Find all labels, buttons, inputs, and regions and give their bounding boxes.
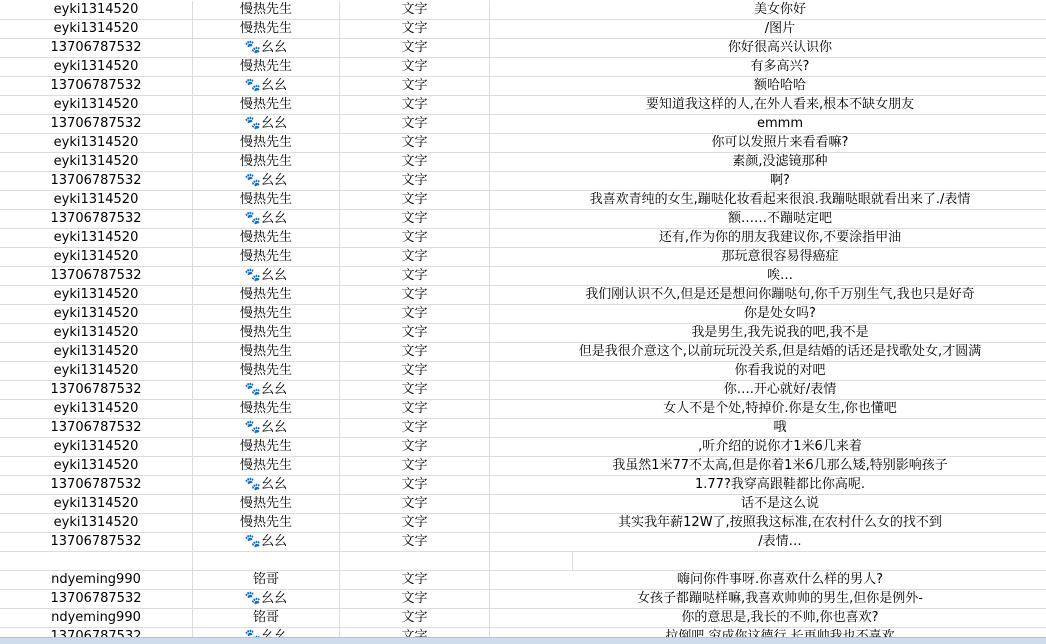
cell-message-type[interactable]: 文字: [340, 58, 490, 76]
cell-account[interactable]: [0, 552, 193, 570]
cell-message-content[interactable]: 你看我说的对吧: [734, 363, 826, 378]
cell-nickname[interactable]: 慢热先生: [193, 20, 340, 38]
cell-message-content[interactable]: 那玩意很容易得癌症: [721, 249, 839, 264]
cell-message-content[interactable]: /图片: [764, 21, 796, 36]
cell-nickname[interactable]: 🐾幺幺: [193, 115, 340, 133]
cell-nickname[interactable]: 🐾幺幺: [193, 210, 340, 228]
cell-nickname[interactable]: 慢热先生: [193, 305, 340, 323]
cell-message-content[interactable]: 哦: [773, 420, 787, 435]
cell-message-type[interactable]: 文字: [340, 362, 490, 380]
cell-account[interactable]: eyki1314520: [0, 514, 193, 532]
cell-message-content[interactable]: 1.77?我穿高跟鞋都比你高呢.: [695, 477, 865, 492]
table-row: [0, 20, 1046, 39]
cell-message-content[interactable]: 你的意思是,我长的不帅,你也喜欢?: [681, 610, 879, 625]
cell-account[interactable]: 13706787532: [0, 77, 193, 95]
cell-message-type[interactable]: 文字: [340, 571, 490, 589]
table-row: [0, 343, 1046, 362]
cell-nickname[interactable]: [193, 552, 340, 570]
table-row: [0, 172, 1046, 191]
cell-message-content[interactable]: ,听介绍的说你才1米6几来着: [698, 439, 862, 454]
cell-account[interactable]: 13706787532: [0, 533, 193, 551]
table-row: [0, 552, 1046, 571]
cell-nickname[interactable]: 慢热先生: [193, 191, 340, 209]
cell-message-content[interactable]: 你….开心就好/表情: [723, 382, 837, 397]
cell-account[interactable]: 13706787532: [0, 419, 193, 437]
cell-message-content[interactable]: 其实我年薪12W了,按照我这标准,在农村什么女的找不到: [618, 515, 942, 530]
table-row: [0, 39, 1046, 58]
cell-message-type[interactable]: 文字: [340, 210, 490, 228]
cell-account[interactable]: eyki1314520: [0, 305, 193, 323]
cell-message-content[interactable]: 我们刚认识不久,但是还是想问你蹦哒句,你千万别生气,我也只是好奇: [585, 287, 975, 302]
cell-account[interactable]: eyki1314520: [0, 96, 193, 114]
cell-nickname[interactable]: 铭哥: [193, 609, 340, 627]
cell-message-type[interactable]: 文字: [340, 96, 490, 114]
cell-nickname[interactable]: 🐾幺幺: [193, 381, 340, 399]
cell-nickname[interactable]: 🐾幺幺: [193, 39, 340, 57]
cell-nickname[interactable]: 🐾幺幺: [193, 77, 340, 95]
cell-message-type[interactable]: 文字: [340, 229, 490, 247]
cell-nickname[interactable]: 慢热先生: [193, 324, 340, 342]
cell-message-type[interactable]: 文字: [340, 305, 490, 323]
cell-message-type[interactable]: 文字: [340, 1, 490, 19]
cell-message-type[interactable]: 文字: [340, 324, 490, 342]
cell-nickname[interactable]: 慢热先生: [193, 514, 340, 532]
cell-nickname[interactable]: 🐾幺幺: [193, 419, 340, 437]
cell-message-type[interactable]: 文字: [340, 495, 490, 513]
cell-account[interactable]: 13706787532: [0, 590, 193, 608]
cell-message-type[interactable]: 文字: [340, 438, 490, 456]
cell-nickname[interactable]: 🐾幺幺: [193, 476, 340, 494]
cell-message-type[interactable]: 文字: [340, 400, 490, 418]
table-row: [0, 210, 1046, 229]
cell-nickname[interactable]: 慢热先生: [193, 248, 340, 266]
table-row: [0, 324, 1046, 343]
horizontal-scrollbar-strip[interactable]: [0, 637, 1046, 644]
cell-nickname[interactable]: 🐾幺幺: [193, 267, 340, 285]
cell-nickname[interactable]: 🐾幺幺: [193, 533, 340, 551]
cell-account[interactable]: 13706787532: [0, 210, 193, 228]
table-row: [0, 267, 1046, 286]
cell-message-content[interactable]: 额哈哈哈: [753, 78, 806, 93]
cell-message-type[interactable]: 文字: [340, 134, 490, 152]
cell-message-type[interactable]: 文字: [340, 381, 490, 399]
cell-message-content[interactable]: 我是男生,我先说我的吧,我不是: [691, 325, 869, 340]
cell-message-type[interactable]: 文字: [340, 115, 490, 133]
cell-message-content[interactable]: 要知道我这样的人,在外人看来,根本不缺女朋友: [645, 97, 915, 112]
table-row: [0, 134, 1046, 153]
cell-account[interactable]: eyki1314520: [0, 495, 193, 513]
cell-account[interactable]: 13706787532: [0, 476, 193, 494]
cell-nickname[interactable]: 慢热先生: [193, 457, 340, 475]
cell-message-type[interactable]: 文字: [340, 457, 490, 475]
cell-message-type[interactable]: 文字: [340, 267, 490, 285]
table-row: [0, 495, 1046, 514]
cell-account[interactable]: 13706787532: [0, 115, 193, 133]
cell-account[interactable]: eyki1314520: [0, 362, 193, 380]
cell-message-type[interactable]: 文字: [340, 476, 490, 494]
cell-message-content[interactable]: 额……不蹦哒定吧: [727, 211, 832, 226]
cell-message-type[interactable]: 文字: [340, 590, 490, 608]
cell-nickname[interactable]: 慢热先生: [193, 495, 340, 513]
cell-message-content[interactable]: 还有,作为你的朋友我建议你,不要涂指甲油: [658, 230, 902, 245]
cell-message-content[interactable]: /表情…: [758, 534, 802, 549]
cell-account[interactable]: eyki1314520: [0, 400, 193, 418]
cell-message-type[interactable]: [340, 552, 490, 570]
cell-message-type[interactable]: 文字: [340, 77, 490, 95]
table-row: [0, 191, 1046, 210]
cell-account[interactable]: ndyeming990: [0, 609, 193, 627]
table-row: [0, 476, 1046, 495]
cell-account[interactable]: ndyeming990: [0, 571, 193, 589]
cell-message-type[interactable]: 文字: [340, 609, 490, 627]
cell-message-content[interactable]: 唉…: [766, 268, 793, 283]
cell-message-content[interactable]: [490, 552, 1046, 570]
cell-nickname[interactable]: 慢热先生: [193, 134, 340, 152]
table-row: [0, 96, 1046, 115]
table-row: [0, 362, 1046, 381]
cell-nickname[interactable]: 慢热先生: [193, 58, 340, 76]
table-row: [0, 400, 1046, 419]
cell-message-content[interactable]: 你是处女吗?: [744, 306, 816, 321]
cell-account[interactable]: 13706787532: [0, 381, 193, 399]
cell-nickname[interactable]: 慢热先生: [193, 400, 340, 418]
cell-account[interactable]: eyki1314520: [0, 153, 193, 171]
cell-nickname[interactable]: 铭哥: [193, 571, 340, 589]
table-row: [0, 514, 1046, 533]
table-row: [0, 77, 1046, 96]
cell-nickname[interactable]: 慢热先生: [193, 1, 340, 19]
cell-account[interactable]: eyki1314520: [0, 191, 193, 209]
cell-nickname[interactable]: 慢热先生: [193, 96, 340, 114]
cell-message-type[interactable]: 文字: [340, 419, 490, 437]
cell-message-content[interactable]: 啊?: [770, 173, 790, 188]
cell-message-type[interactable]: 文字: [340, 343, 490, 361]
cell-message-content[interactable]: 但是我很介意这个,以前玩玩没关系,但是结婚的话还是找歌处女,才圆满: [578, 344, 982, 359]
cell-account[interactable]: eyki1314520: [0, 58, 193, 76]
cell-nickname[interactable]: 🐾幺幺: [193, 172, 340, 190]
cell-message-content[interactable]: 美女你好: [753, 2, 806, 17]
table-row: [0, 305, 1046, 324]
cell-account[interactable]: 13706787532: [0, 39, 193, 57]
table-row: [0, 115, 1046, 134]
cell-message-content[interactable]: 有多高兴?: [750, 59, 810, 74]
table-row: [0, 248, 1046, 267]
table-row: [0, 229, 1046, 248]
table-row: [0, 438, 1046, 457]
cell-message-content[interactable]: 我喜欢青纯的女生,蹦哒化妆看起来很浪.我蹦哒眼就看出来了./表情: [589, 192, 971, 207]
cell-account[interactable]: eyki1314520: [0, 457, 193, 475]
cell-nickname[interactable]: 🐾幺幺: [193, 590, 340, 608]
table-row: [0, 153, 1046, 172]
table-row: [0, 590, 1046, 609]
cell-account[interactable]: eyki1314520: [0, 286, 193, 304]
cell-message-content[interactable]: 我虽然1米77不太高,但是你着1米6几那么矮,特别影响孩子: [612, 458, 948, 473]
cell-message-content[interactable]: 嗨问你件事呀.你喜欢什么样的男人?: [676, 572, 884, 587]
table-row: [0, 609, 1046, 628]
table-row: [0, 58, 1046, 77]
cell-message-type[interactable]: 文字: [340, 20, 490, 38]
cell-account[interactable]: eyki1314520: [0, 20, 193, 38]
table-row: [0, 419, 1046, 438]
cell-account[interactable]: eyki1314520: [0, 324, 193, 342]
cell-message-type[interactable]: 文字: [340, 172, 490, 190]
cell-message-content[interactable]: emmm: [757, 116, 803, 131]
cell-nickname[interactable]: 慢热先生: [193, 438, 340, 456]
cell-message-type[interactable]: 文字: [340, 286, 490, 304]
cell-account[interactable]: eyki1314520: [0, 229, 193, 247]
cell-account[interactable]: 13706787532: [0, 172, 193, 190]
cell-message-content[interactable]: 你好很高兴认识你: [727, 40, 832, 55]
cell-account[interactable]: eyki1314520: [0, 438, 193, 456]
table-row: [0, 457, 1046, 476]
table-row: [0, 381, 1046, 400]
cell-account[interactable]: eyki1314520: [0, 343, 193, 361]
cell-message-content[interactable]: 女人不是个处,特掉价.你是女生,你也懂吧: [663, 401, 897, 416]
grid: [0, 1, 1046, 644]
cell-message-content[interactable]: 女孩子都蹦哒样嘛,我喜欢帅帅的男生,但你是例外-: [637, 591, 923, 606]
table-row: [0, 571, 1046, 590]
cell-message-content[interactable]: 话不是这么说: [740, 496, 819, 511]
cell-nickname[interactable]: 慢热先生: [193, 343, 340, 361]
table-row: [0, 1, 1046, 20]
cell-message-content[interactable]: 你可以发照片来看看嘛?: [711, 135, 849, 150]
cell-account[interactable]: 13706787532: [0, 267, 193, 285]
cell-account[interactable]: eyki1314520: [0, 248, 193, 266]
cell-message-content[interactable]: 素颜,没滤镜那种: [732, 154, 828, 169]
cell-message-type[interactable]: 文字: [340, 153, 490, 171]
cell-account[interactable]: eyki1314520: [0, 1, 193, 19]
cell-nickname[interactable]: 慢热先生: [193, 286, 340, 304]
cell-message-type[interactable]: 文字: [340, 191, 490, 209]
table-row: [0, 533, 1046, 552]
cell-message-type[interactable]: 文字: [340, 248, 490, 266]
cell-account[interactable]: eyki1314520: [0, 134, 193, 152]
cell-message-type[interactable]: 文字: [340, 39, 490, 57]
table-row: [0, 286, 1046, 305]
cell-nickname[interactable]: 慢热先生: [193, 229, 340, 247]
cell-nickname[interactable]: 慢热先生: [193, 362, 340, 380]
cell-message-type[interactable]: 文字: [340, 514, 490, 532]
cell-message-type[interactable]: 文字: [340, 533, 490, 551]
cell-nickname[interactable]: 慢热先生: [193, 153, 340, 171]
